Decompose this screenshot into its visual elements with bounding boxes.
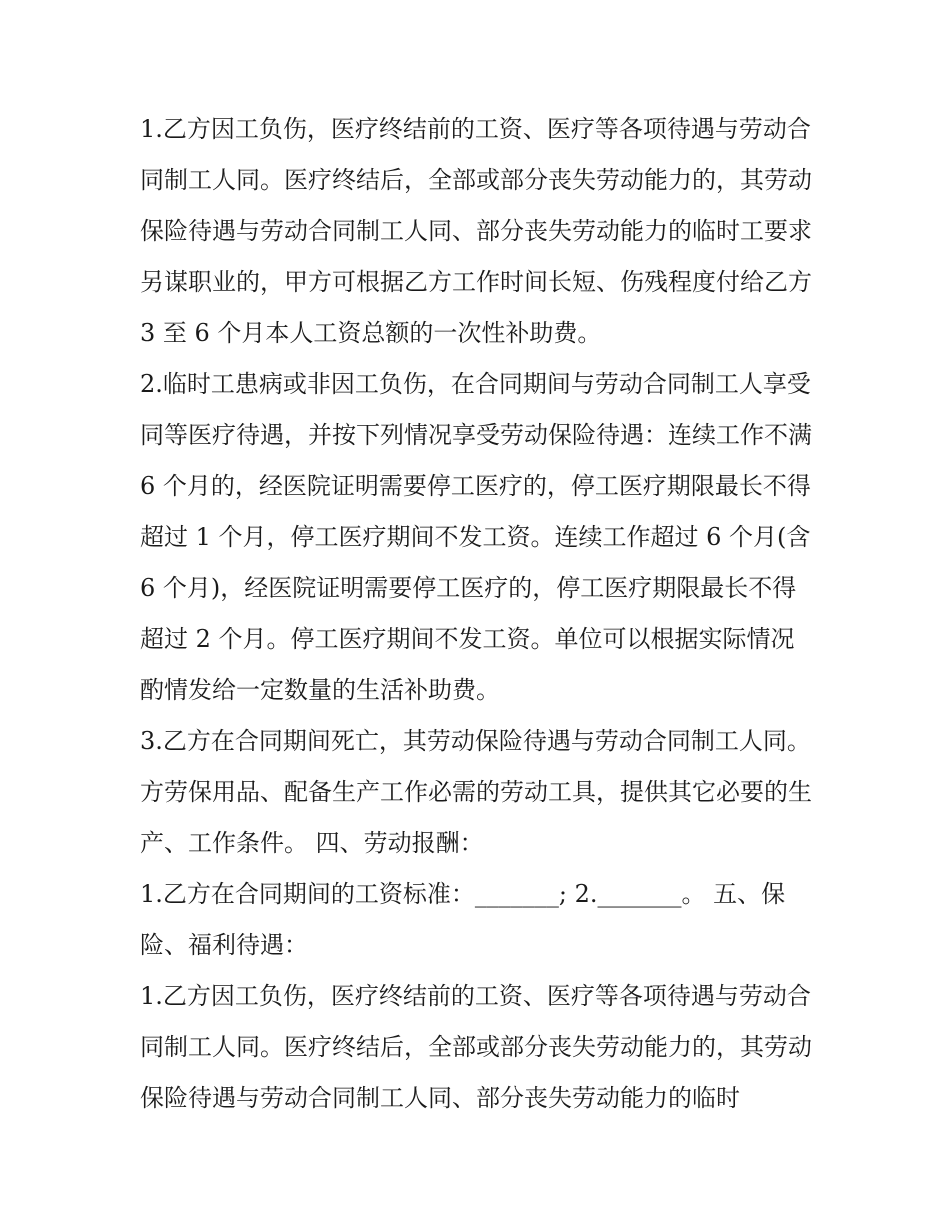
paragraph-wage-standard: 1.乙方在合同期间的工资标准：_______; 2._______。 五、保险、福利待遇： <box>140 880 786 959</box>
paragraph-illness: 2.临时工患病或非因工负伤，在合同期间与劳动合同制工人享受同等医疗待遇，并按下列情况享受劳动保险待遇：连续工作不满 6 个月的，经医院证明需要停工医疗的，停工医疗期限最长不得超过 1 个月，停工医疗期间不发工资。连续工作超过 6 个月(含 6 个月)，经医院证明需要停工医疗的，停工医疗期限最长不得超过 2 个月。停工医疗期间不发工资。单位可以根据实际情况酌情发给一定数量的生活补助费。 <box>140 370 812 704</box>
document-body <box>140 104 812 1124</box>
paragraph-death: 3.乙方在合同期间死亡，其劳动保险待遇与劳动合同制工人同。方劳保用品、配备生产工作必需的劳动工具，提供其它必要的生产、工作条件。 四、劳动报酬： <box>140 727 812 857</box>
paragraph-work-injury: 1.乙方因工负伤，医疗终结前的工资、医疗等各项待遇与劳动合同制工人同。医疗终结后，全部或部分丧失劳动能力的，其劳动保险待遇与劳动合同制工人同、部分丧失劳动能力的临时工要求另谋职业的，甲方可根据乙方工作时间长短、伤残程度付给乙方 3 至 6 个月本人工资总额的一次性补助费。 <box>140 115 812 347</box>
paragraph-work-injury-repeat: 1.乙方因工负伤，医疗终结前的工资、医疗等各项待遇与劳动合同制工人同。医疗终结后，全部或部分丧失劳动能力的，其劳动保险待遇与劳动合同制工人同、部分丧失劳动能力的临时 <box>140 982 812 1112</box>
